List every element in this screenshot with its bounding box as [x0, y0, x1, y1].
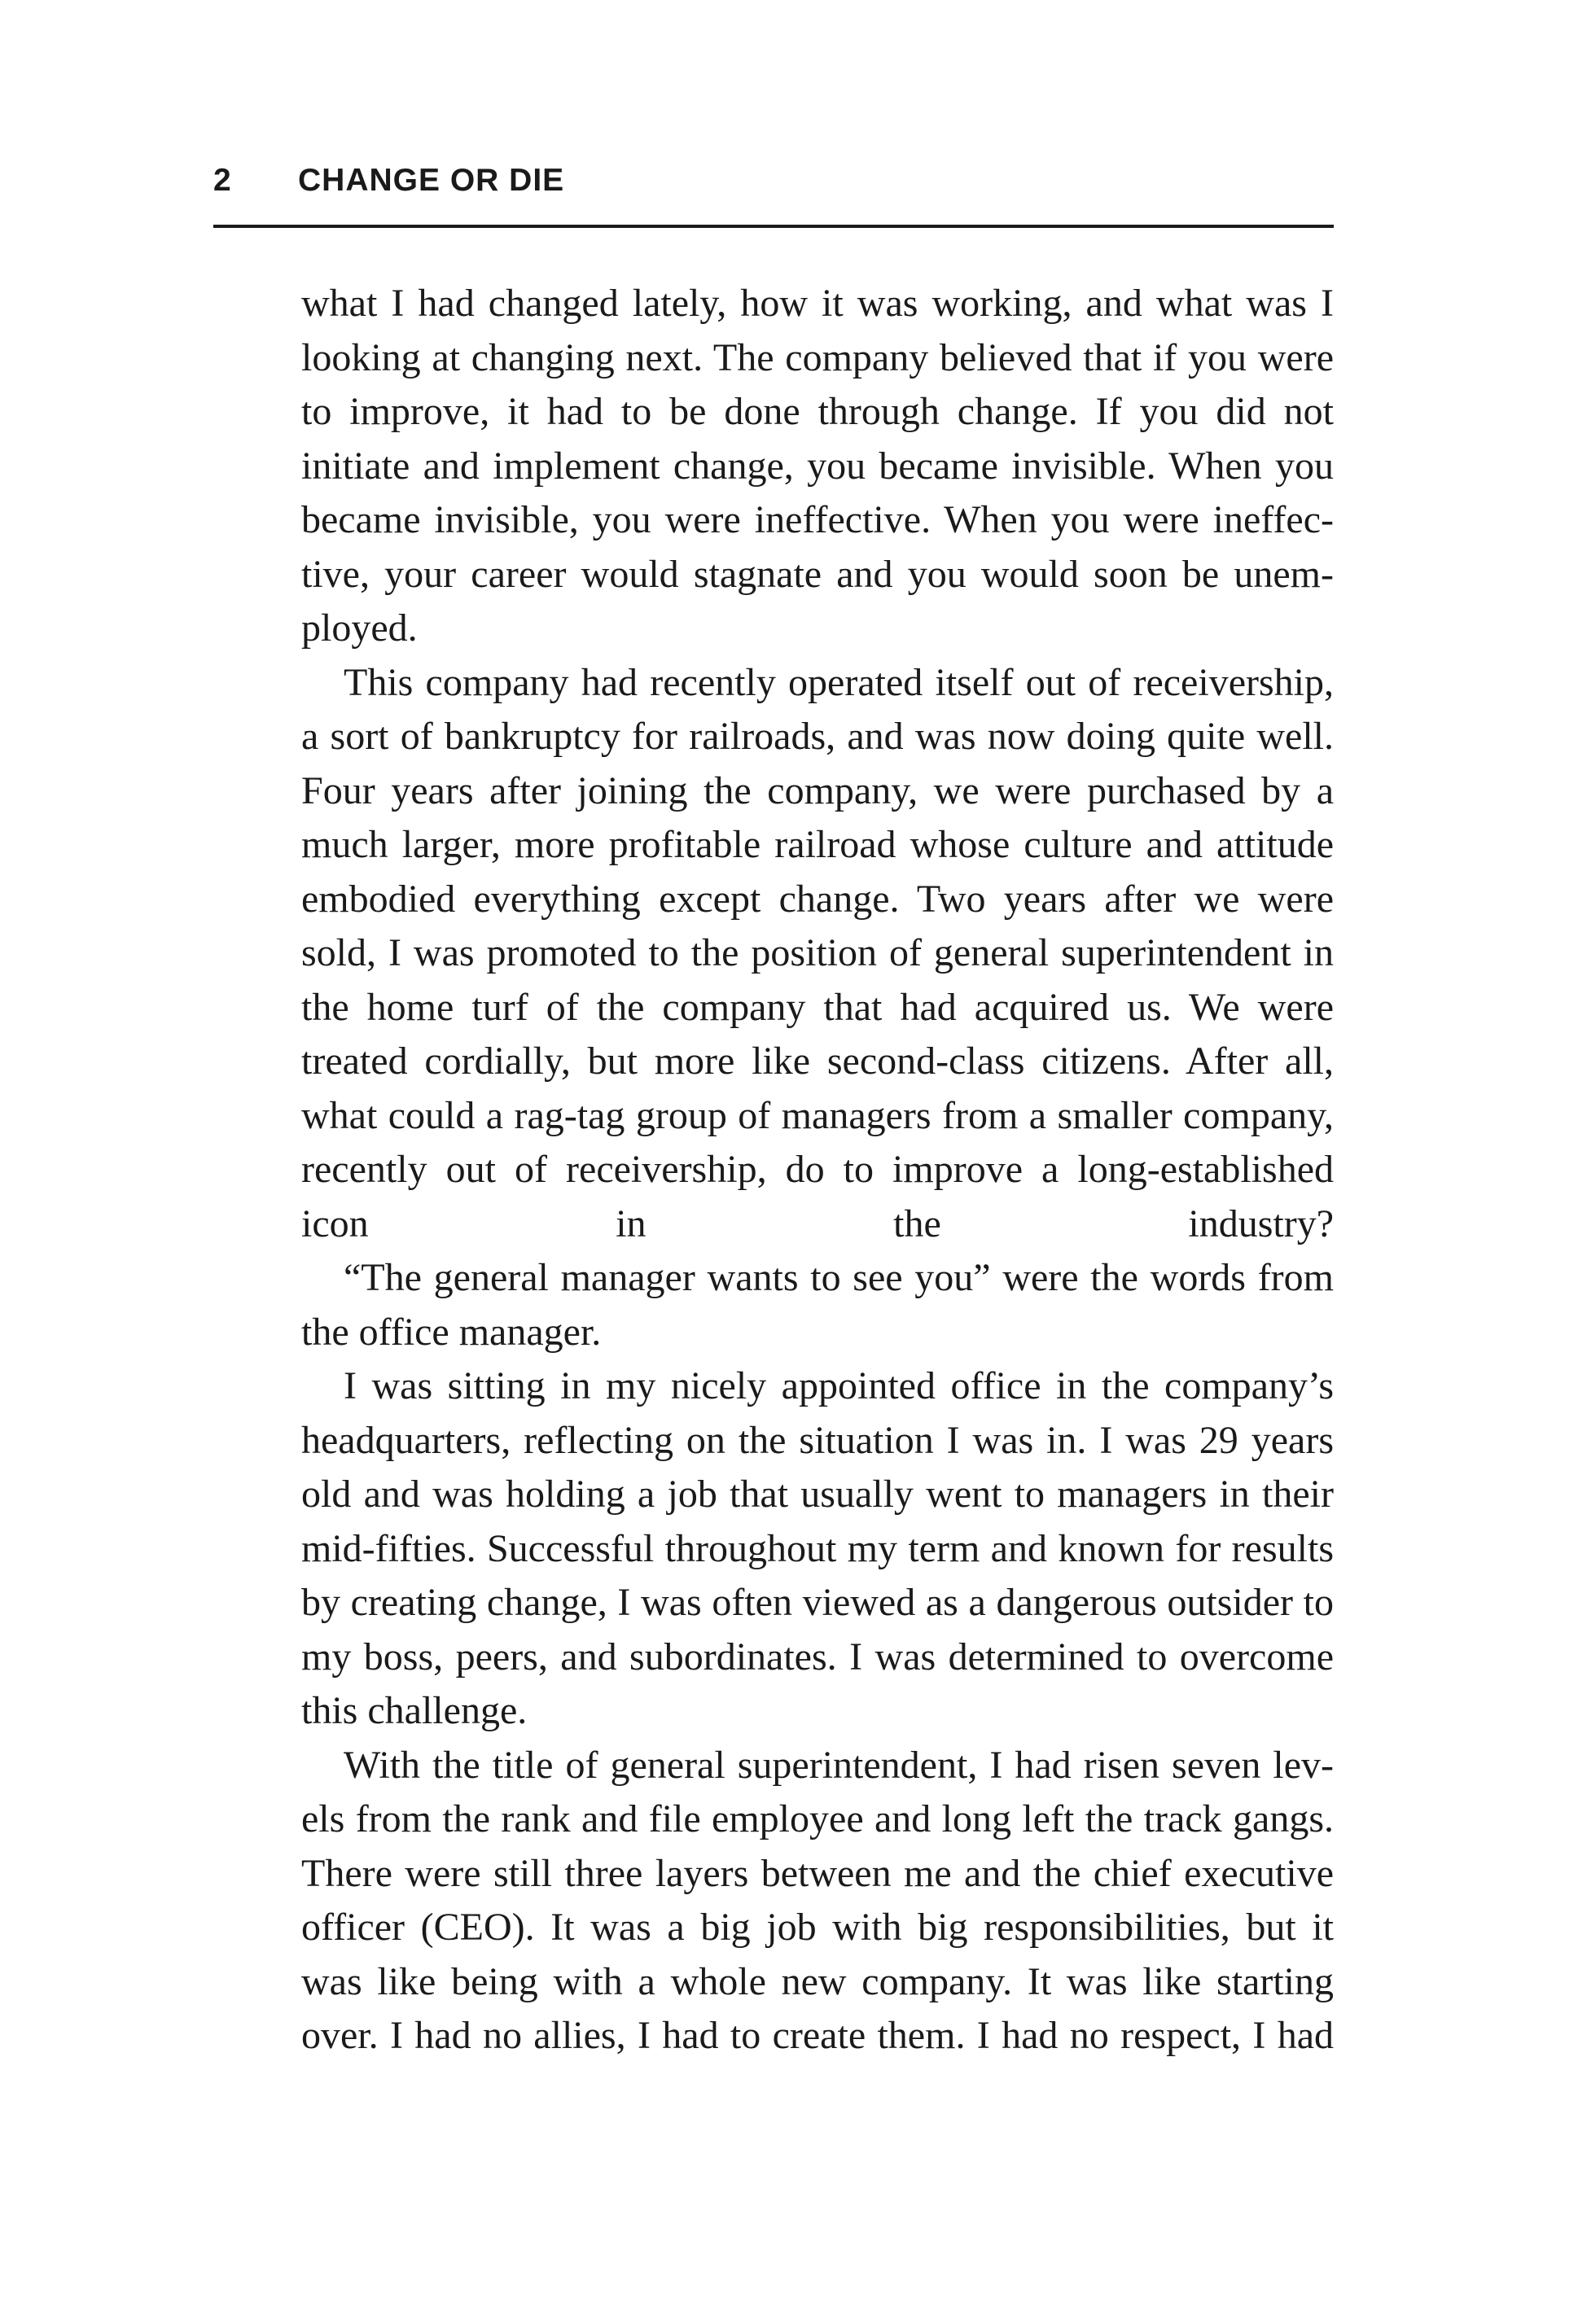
- body-text: [301, 277, 1334, 2064]
- paragraph-general-superintendent: With the title of general superintendent, I had risen seven levels from the rank and file employee and long left the track gangs. There were still three layers between me and the chief executive officer (CEO). It was a big job with big responsibilities, but it was like being with a whole new company. It was like starting over. I had no allies, I had to create them. I had no respect, I had: [301, 1743, 1334, 2057]
- paragraph-receivership: This company had recently operated itself out of receivership, a sort of bankruptcy for railroads, and was now doing quite well. Four years after joining the company, we were purchased by a much larger, more profitable railroad whose culture and attitude embodied everything except change. Two years after we were sold, I was promoted to the position of general superintendent in the home turf of the company that had acquired us. We were treated cordially, but more like second-class citizens. After all, what could a rag-tag group of managers from a smaller company, recently out of receivership, do to improve a long-established icon in the industry?: [301, 660, 1334, 1245]
- running-head: [213, 163, 1334, 228]
- running-head-title: CHANGE OR DIE: [298, 163, 565, 198]
- page-number: 2: [213, 163, 232, 198]
- paragraph-office: I was sitting in my nicely appointed office in the company’s headquarters, reflecting on the situation I was in. I was 29 years old and was holding a job that usually went to managers in their mid-fifties. Successful throughout my term and known for results by creating change, I was often viewed as a dangerous outsider to my boss, peers, and subordinates. I was determined to overcome this challenge.: [301, 1364, 1334, 1732]
- paragraph-continued: what I had changed lately, how it was working, and what was I looking at changing next. The company believed that if you were to improve, it had to be done through change. If you did not initiate and implement change, you became invisible. When you became invisible, you were ineffective. When you were ineffective, your career would stagnate and you would soon be unemployed.: [301, 282, 1334, 650]
- paragraph-general-manager: “The general manager wants to see you” were the words from the office manager.: [301, 1256, 1334, 1354]
